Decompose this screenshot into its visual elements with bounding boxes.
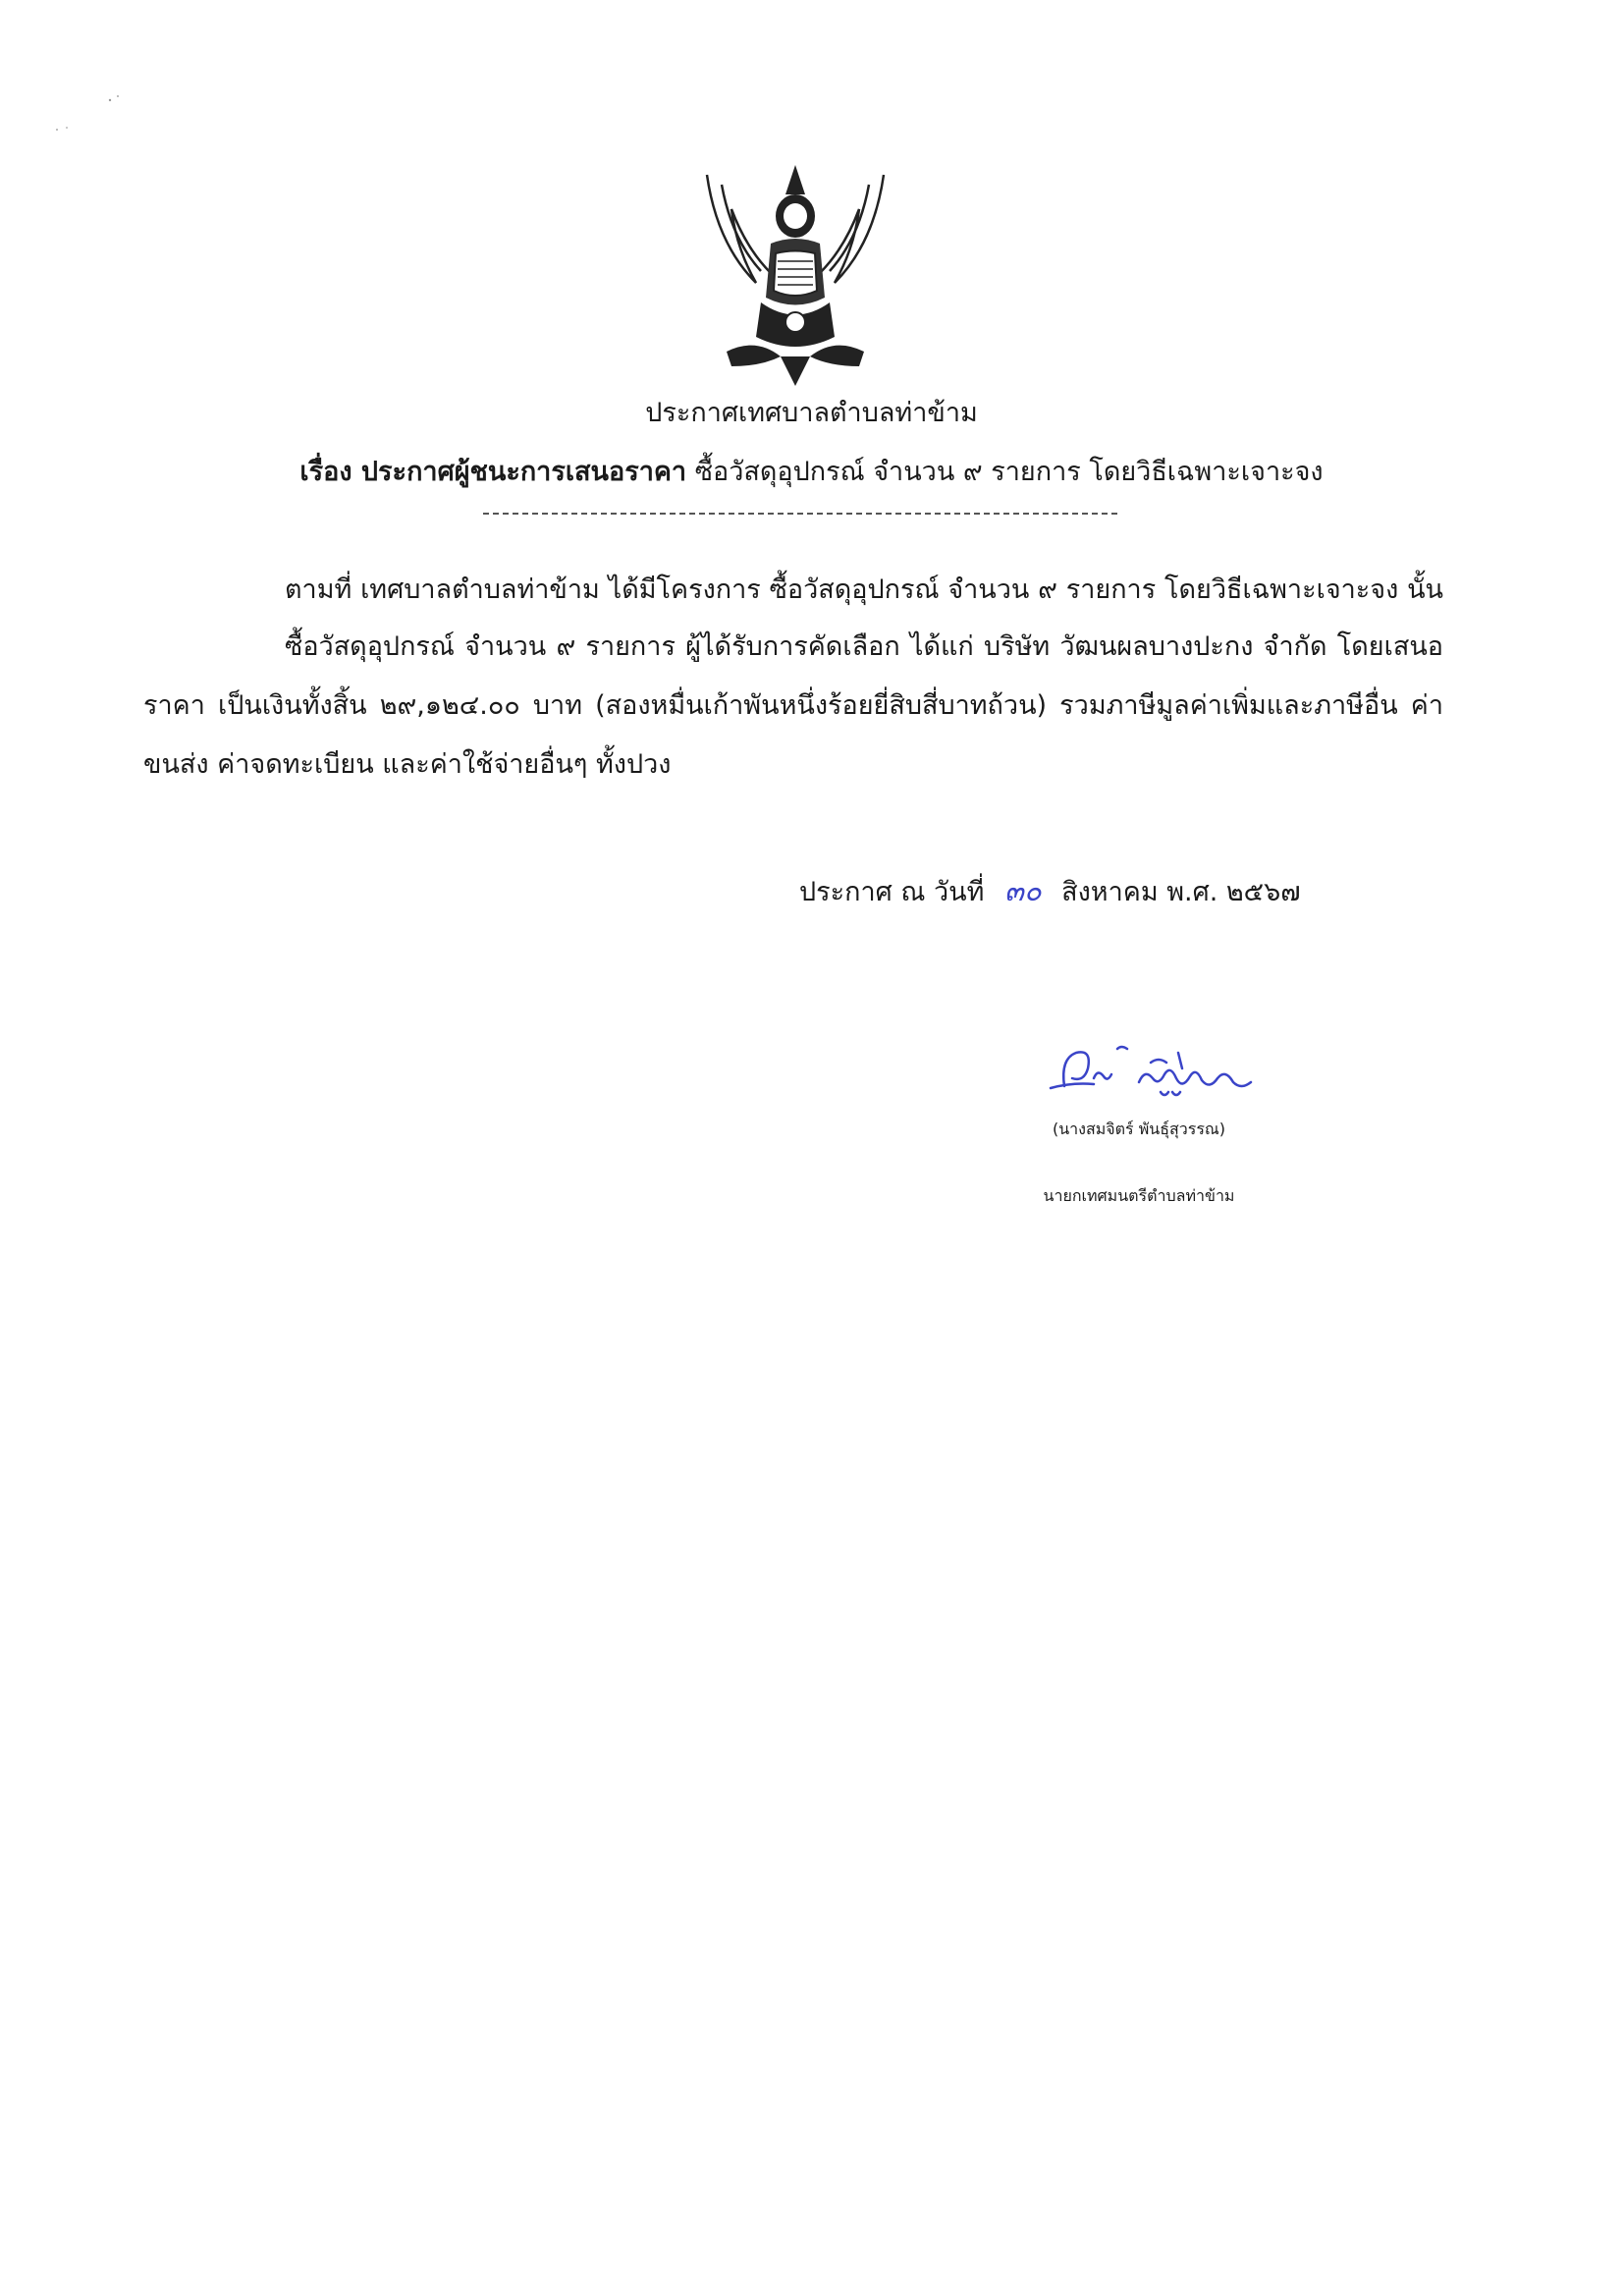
garuda-emblem-icon (687, 155, 903, 391)
scan-specks (49, 79, 147, 137)
date-prefix: ประกาศ ณ วันที่ (799, 877, 985, 907)
body-line-1: ตามที่ เทศบาลตำบลท่าข้าม ได้มีโครงการ ซื้อวัสดุอุปกรณ์ จำนวน ๙ รายการ โดยวิธีเฉพาะเจาะจง นั้น (285, 574, 1443, 605)
dashed-divider (483, 513, 1117, 515)
body-line-3: ราคา เป็นเงินทั้งสิ้น ๒๙,๑๒๔.๐๐ บาท (สองหมื่นเก้าพันหนึ่งร้อยยี่สิบสี่บาทถ้วน) รวมภาษีมูลค่าเพิ่มและภาษีอื่น ค่า (143, 690, 1443, 721)
signer-position: นายกเทศมนตรีตำบลท่าข้าม (1043, 1186, 1235, 1205)
signer-name: (นางสมจิตร์ พันธุ์สุวรรณ) (1052, 1120, 1225, 1138)
announcement-title: ประกาศเทศบาลตำบลท่าข้าม (645, 398, 978, 428)
announcement-date (799, 868, 1301, 913)
announcement-subject (0, 450, 1623, 492)
date-day-handwritten: ๓๐ (1004, 874, 1042, 907)
subject-detail: ซื้อวัสดุอุปกรณ์ จำนวน ๙ รายการ โดยวิธีเฉพาะเจาะจง (694, 457, 1324, 487)
date-month-year: สิงหาคม พ.ศ. ๒๕๖๗ (1061, 877, 1301, 907)
handwritten-signature (1043, 1039, 1269, 1108)
body-line-2: ซื้อวัสดุอุปกรณ์ จำนวน ๙ รายการ ผู้ได้รับการคัดเลือก ได้แก่ บริษัท วัฒนผลบางปะกง จำกัด โดยเสนอ (285, 631, 1443, 662)
subject-label: เรื่อง ประกาศผู้ชนะการเสนอราคา (299, 457, 687, 487)
body-line-4: ขนส่ง ค่าจดทะเบียน และค่าใช้จ่ายอื่นๆ ทั้งปวง (143, 749, 672, 780)
